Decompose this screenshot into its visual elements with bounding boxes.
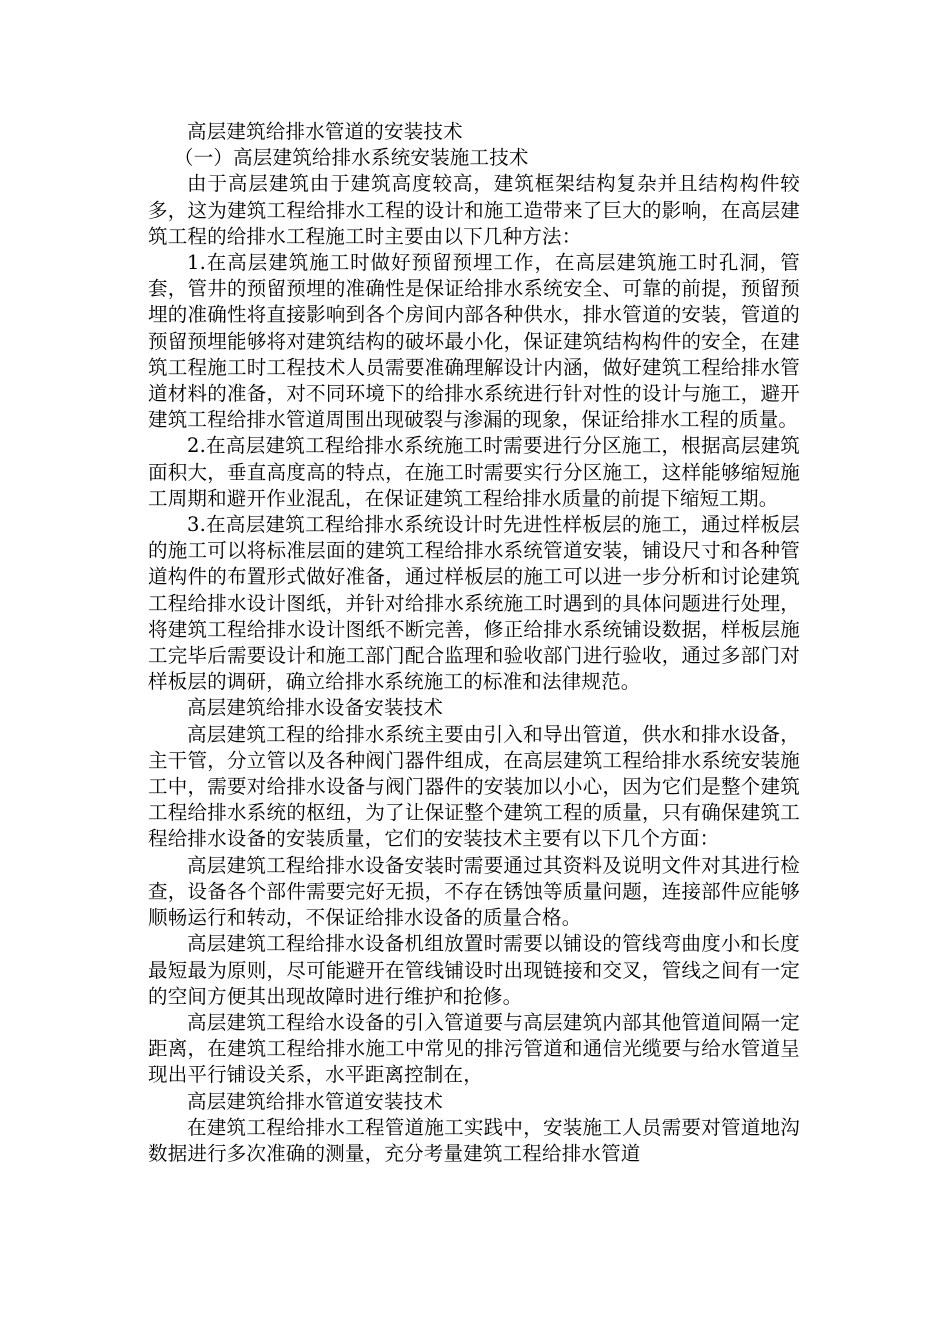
section-title-equipment: 高层建筑给排水设备安装技术: [187, 696, 444, 720]
paragraph-equipment-pipes: 高层建筑工程给水设备的引入管道要与高层建筑内部其他管道间隔一定距离，在建筑工程给排水施工中常见的排污管道和通信光缆要与给水管道呈现出平行铺设关系，水平距离控制在，: [148, 1010, 800, 1087]
section-title: 高层建筑给排水管道的安装技术: [187, 120, 463, 143]
paragraph-item-2: 2.在高层建筑工程给排水系统施工时需要进行分区施工，根据高层建筑面积大，垂直高度高的特点，在施工时需要实行分区施工，这样能够缩短施工周期和避开作业混乱，在保证建筑工程给排水质量的前提下缩短工期。: [148, 434, 800, 510]
section-title-pipes: 高层建筑给排水管道安装技术: [187, 1089, 444, 1113]
paragraph-equipment-check: 高层建筑工程给排水设备安装时需要通过其资料及说明文件对其进行检查，设备各个部件需要完好无损，不存在锈蚀等质量问题，连接部件应能够顺畅运行和转动，不保证给排水设备的质量合格。: [148, 853, 800, 930]
paragraph-item-3: 3.在高层建筑工程给排水系统设计时先进性样板层的施工，通过样板层的施工可以将标准层面的建筑工程给排水系统管道安装，铺设尺寸和各种管道构件的布置形式做好准备，通过样板层的施工可以进一步分析和讨论建筑工程给排水设计图纸，并针对给排水系统施工时遇到的具体问题进行处理，将建筑工程给排水设计图纸不断完善，修正给排水系统铺设数据，样板层施工完毕后需要设计和施工部门配合监理和验收部门进行验收，通过多部门对样板层的调研，确立给排水系统施工的标准和法律规范。: [148, 513, 800, 694]
paragraph-item-1: 1.在高层建筑施工时做好预留预埋工作，在高层建筑施工时孔洞，管套，管井的预留预埋的准确性是保证给排水系统安全、可靠的前提，预留预埋的准确性将直接影响到各个房间内部各种供水，排水管道的安装，管道的预留预埋能够将对建筑结构的破坏最小化，保证建筑结构构件的安全，在建筑工程施工时工程技术人员需要准确理解设计内涵，做好建筑工程给排水管道材料的准备，对不同环境下的给排水系统进行针对性的设计与施工，避开建筑工程给排水管道周围出现破裂与渗漏的现象，保证给排水工程的质量。: [148, 251, 800, 432]
paragraph-pipes: 在建筑工程给排水工程管道施工实践中，安装施工人员需要对管道地沟数据进行多次准确的测量，充分考量建筑工程给排水管道: [148, 1115, 800, 1165]
paragraph-equipment-intro: 高层建筑工程的给排水系统主要由引入和导出管道，供水和排水设备，主干管，分立管以及各种阀门器件组成，在高层建筑工程给排水系统安装施工中，需要对给排水设备与阀门器件的安装加以小心，因为它们是整个建筑工程给排水系统的枢纽，为了让保证整个建筑工程的质量，只有确保建筑工程给排水设备的安装质量，它们的安装技术主要有以下几个方面：: [148, 722, 800, 851]
document-body: [148, 119, 800, 1167]
paragraph-intro: 由于高层建筑由于建筑高度较高，建筑框架结构复杂并且结构构件较多，这为建筑工程给排水工程的设计和施工造带来了巨大的影响，在高层建筑工程的给排水工程施工时主要由以下几种方法：: [148, 172, 800, 248]
subsection-title: （一）高层建筑给排水系统安装施工技术: [174, 146, 529, 170]
paragraph-equipment-placement: 高层建筑工程给排水设备机组放置时需要以铺设的管线弯曲度小和长度最短最为原则，尽可能避开在管线铺设时出现链接和交叉，管线之间有一定的空间方便其出现故障时进行维护和抢修。: [148, 932, 800, 1008]
